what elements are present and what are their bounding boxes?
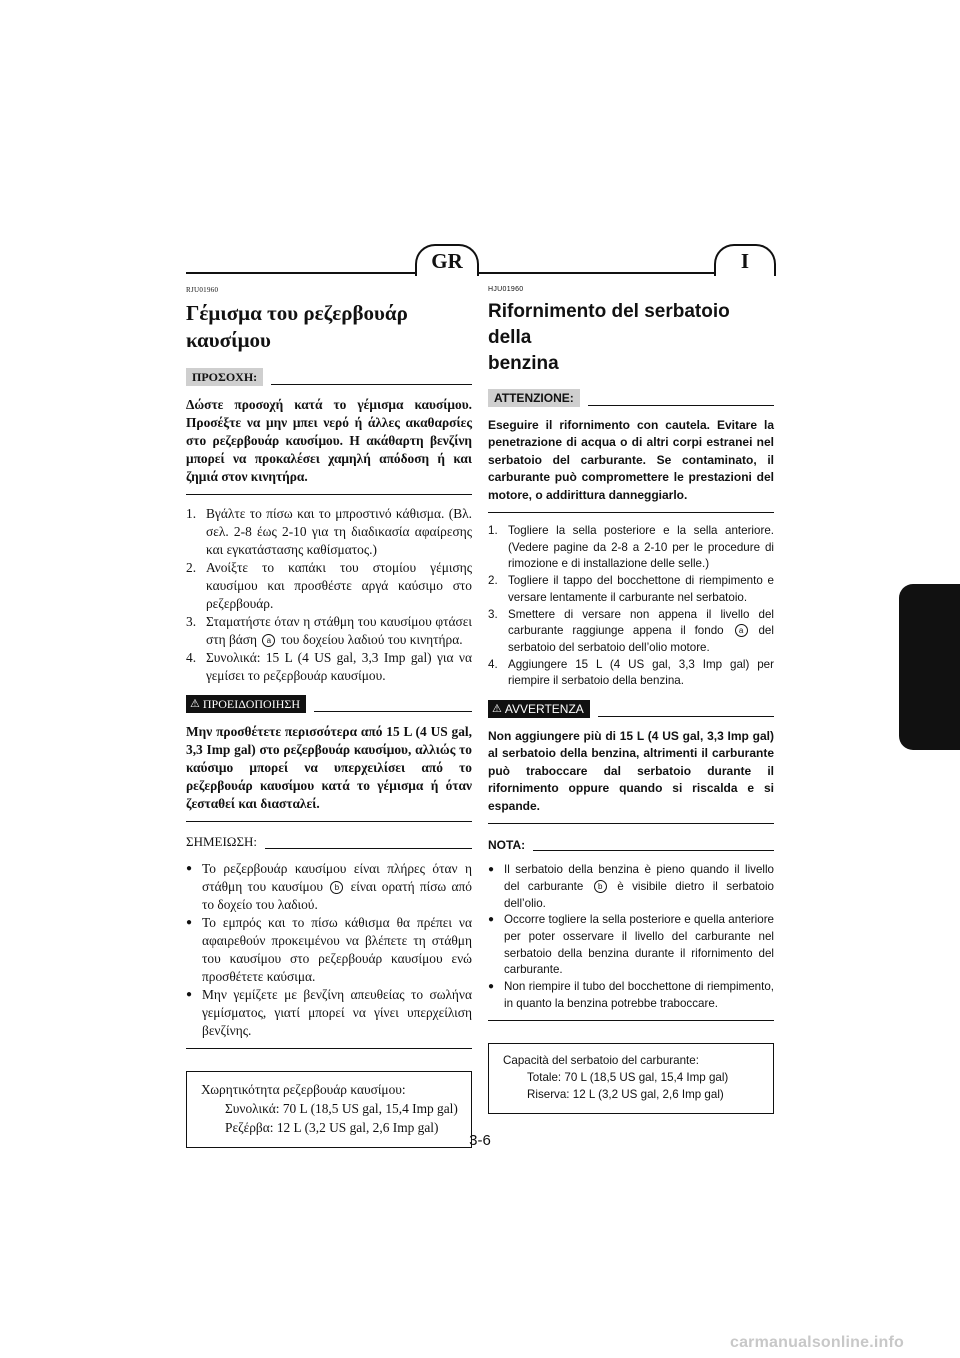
- bullet-icon: ●: [488, 864, 495, 876]
- title-line-2: καυσίμου: [186, 328, 271, 352]
- note-end-rule: [186, 1048, 472, 1049]
- warning-end-rule: [488, 823, 774, 824]
- italian-column: [488, 286, 774, 1114]
- warning-triangle-icon: ⚠: [492, 703, 502, 716]
- bullet-icon: ●: [186, 989, 193, 1000]
- section-title: [488, 299, 774, 377]
- capacity-total: Συνολικά: 70 L (18,5 US gal, 15,4 Imp gal): [225, 1101, 458, 1116]
- note-text-part: è visibile dietro il serbatoio dell’olio.: [504, 879, 774, 910]
- list-item: [488, 523, 774, 573]
- list-item: [186, 613, 472, 649]
- note-text: Non riempire il tubo del bocchettone di riempimento, in quanto la benzina potrebbe traboccare.: [504, 980, 774, 1010]
- header-rule: [186, 272, 774, 274]
- section-title: [186, 300, 472, 354]
- section-code: HJU01960: [488, 286, 524, 293]
- note-text-part: Il serbatoio della benzina è pieno quando il livello del carburante: [504, 863, 774, 893]
- capacity-reserve: Riserva: 12 L (3,2 US gal, 2,6 Imp gal): [527, 1088, 724, 1102]
- note-text: [202, 860, 472, 914]
- note-label: ΣΗΜΕΙΩΣΗ:: [186, 834, 258, 849]
- list-item: [488, 862, 774, 912]
- greek-column: [186, 286, 472, 1148]
- step-text: Βγάλτε το πίσω και το μπροστινό κάθισμα. (Βλ. σελ. 2-8 έως 2-10 για τη διαδικασία αφαίρεσης και εγκατάστασης καθίσματος.): [206, 506, 472, 557]
- step-number: 4.: [488, 657, 498, 671]
- steps-list: [186, 505, 472, 685]
- step-text-part: del serbatoio del serbatoio dell’olio motore.: [508, 624, 774, 654]
- step-text-part: Σταματήστε όταν η στάθμη του καυσίμου φτάσει στη βάση: [206, 614, 472, 647]
- language-tab-italian: [714, 244, 776, 276]
- caution-label: ATTENZIONE:: [488, 389, 580, 407]
- capacity-title: Χωρητικότητα ρεζερβουάρ καυσίμου:: [201, 1082, 406, 1097]
- caution-rule: [588, 405, 774, 406]
- capacity-box: [488, 1043, 774, 1114]
- title-line-1: Γέμισμα του ρεζερβουάρ: [186, 301, 408, 325]
- step-number: 2.: [186, 560, 197, 575]
- caution-text: Eseguire il rifornimento con cautela. Evitare la penetrazione di acqua o di altri corpi estranei nel serbatoio del carburante. Se contaminato, il carburante può compromettere le prestazioni del motore, o addirittura danneggiarlo.: [488, 418, 774, 502]
- caution-heading: [488, 389, 774, 407]
- step-number: 3.: [488, 607, 498, 621]
- warning-heading: [186, 695, 472, 713]
- capacity-total: Totale: 70 L (18,5 US gal, 15,4 Imp gal): [527, 1071, 729, 1085]
- note-end-rule: [488, 1020, 774, 1021]
- capacity-title: Capacità del serbatoio del carburante:: [503, 1054, 699, 1068]
- step-number: 3.: [186, 614, 197, 629]
- warning-label: AVVERTENZA: [504, 702, 584, 717]
- note-text: Το εμπρός και το πίσω κάθισμα θα πρέπει να αφαιρεθούν προκειμένου να βλέπετε τη στάθμη του καυσίμου στο ρεζερβουάρ καυσίμου ενώ προσθέτετε καύσιμα.: [202, 915, 472, 984]
- callout-b-icon: b: [594, 880, 607, 893]
- title-line-2: benzina: [488, 353, 559, 374]
- warning-rule: [314, 711, 472, 712]
- list-item: [186, 914, 472, 986]
- language-code-greek: GR: [431, 248, 463, 273]
- list-item: [488, 912, 774, 979]
- note-heading: [186, 832, 472, 850]
- note-rule: [533, 850, 774, 851]
- list-item: [186, 986, 472, 1040]
- warning-badge: [488, 700, 590, 718]
- step-text: [508, 607, 774, 657]
- list-item: [488, 573, 774, 606]
- note-text: Occorre togliere la sella posteriore e quella anteriore per poter osservare il livello del carburante nel serbatoio della benzina durante il rifornimento del carburante.: [504, 913, 774, 977]
- notes-list: [186, 860, 472, 1040]
- warning-end-rule: [186, 821, 472, 822]
- list-item: [186, 860, 472, 914]
- bullet-icon: ●: [186, 917, 193, 928]
- list-item: [488, 607, 774, 657]
- warning-badge: [186, 695, 306, 713]
- caution-heading: [186, 368, 472, 386]
- bullet-icon: ●: [488, 981, 495, 993]
- title-line-1: Rifornimento del serbatoio della: [488, 301, 730, 348]
- caution-rule: [271, 384, 472, 385]
- list-item: [186, 559, 472, 613]
- watermark: carmanualsonline.info: [729, 1334, 904, 1351]
- list-item: [186, 505, 472, 559]
- language-code-italian: I: [740, 248, 750, 273]
- step-number: 1.: [186, 506, 197, 521]
- list-item: [488, 657, 774, 690]
- list-item: [488, 979, 774, 1012]
- step-text: Aggiungere 15 L (4 US gal, 3,3 Imp gal) per riempire il serbatoio della benzina.: [508, 657, 774, 688]
- note-text: Μην γεμίζετε με βενζίνη απευθείας το σωλήνα γεμίσματος, γιατί μπορεί να γίνει υπερχείλιση βενζίνης.: [202, 987, 472, 1038]
- step-number: 1.: [488, 524, 498, 538]
- caution-text: Δώστε προσοχή κατά το γέμισμα καυσίμου. Προσέξτε να μην μπει νερό ή άλλες ακαθαρσίες στο ρεζερβουάρ καυσίμου. Η ακάθαρτη βενζίνη μπορεί να προκαλέσει χαμηλή απόδοση ή και ζημιά στον κινητήρα.: [186, 397, 472, 484]
- step-text: Ανοίξτε το καπάκι του στομίου γέμισης καυσίμου και προσθέστε αργά καύσιμο στο ρεζερβουάρ.: [206, 560, 472, 611]
- language-tab-greek: [415, 244, 479, 276]
- warning-rule: [598, 716, 774, 717]
- step-text: Togliere il tappo del bocchettone di riempimento e versare lentamente il carburante nel serbatoio.: [508, 574, 774, 604]
- bullet-icon: ●: [186, 863, 193, 874]
- bullet-icon: ●: [488, 914, 495, 926]
- chapter-thumb-tab: [899, 584, 960, 750]
- step-text-part: του δοχείου λαδιού του κινητήρα.: [280, 632, 463, 647]
- note-text: [504, 862, 774, 912]
- warning-text: Non aggiungere più di 15 L (4 US gal, 3,3 Imp gal) al serbatoio della benzina, altrimenti il carburante può traboccare dal serbatoio durante il rifornimento oppure quando si riscalda e si espande.: [488, 729, 774, 813]
- note-heading: [488, 834, 774, 852]
- note-text-part: είναι ορατή πίσω από το δοχείο του λαδιού.: [202, 879, 472, 912]
- note-label: NOTA:: [488, 838, 526, 853]
- step-number: 2.: [488, 574, 498, 588]
- note-text-part: Το ρεζερβουάρ καυσίμου είναι πλήρες όταν η στάθμη του καυσίμου: [202, 861, 472, 894]
- warning-text: Μην προσθέτετε περισσότερα από 15 L (4 US gal, 3,3 Imp gal) στο ρεζερβουάρ καυσίμου, αλλιώς το καύσιμο μπορεί να υπερχειλίσει από το ρεζερβουάρ καυσίμου κατά το γέμισμα ή όταν ζεσταθεί και διασταλεί.: [186, 724, 472, 811]
- step-number: 4.: [186, 650, 197, 665]
- steps-list: [488, 523, 774, 690]
- list-item: [186, 649, 472, 685]
- section-code: RJU01960: [186, 286, 219, 294]
- notes-list: [488, 862, 774, 1012]
- caution-end-rule: [186, 494, 472, 495]
- caution-label: ΠΡΟΣΟΧΗ:: [186, 368, 263, 386]
- callout-a-icon: a: [262, 634, 275, 647]
- note-rule: [265, 848, 472, 849]
- capacity-reserve: Ρεζέρβα: 12 L (3,2 US gal, 2,6 Imp gal): [225, 1120, 439, 1135]
- warning-label: ΠΡΟΕΙΔΟΠΟΙΗΣΗ: [202, 697, 301, 711]
- step-text: [206, 613, 472, 649]
- warning-heading: [488, 700, 774, 718]
- step-text: Συνολικά: 15 L (4 US gal, 3,3 Imp gal) για να γεμίσει το ρεζερβουάρ καυσίμου.: [206, 650, 472, 683]
- warning-triangle-icon: ⚠: [190, 698, 200, 710]
- callout-b-icon: b: [330, 881, 343, 894]
- step-text: Togliere la sella posteriore e la sella anteriore. (Vedere pagine da 2-8 a 2-10 per le procedure di rimozione e di installazione delle selle.): [508, 524, 774, 571]
- page-number: 3-6: [469, 1132, 491, 1149]
- callout-a-icon: a: [735, 624, 748, 637]
- caution-end-rule: [488, 512, 774, 513]
- step-text-part: Smettere di versare non appena il livello del carburante raggiunge appena il fondo: [508, 607, 774, 638]
